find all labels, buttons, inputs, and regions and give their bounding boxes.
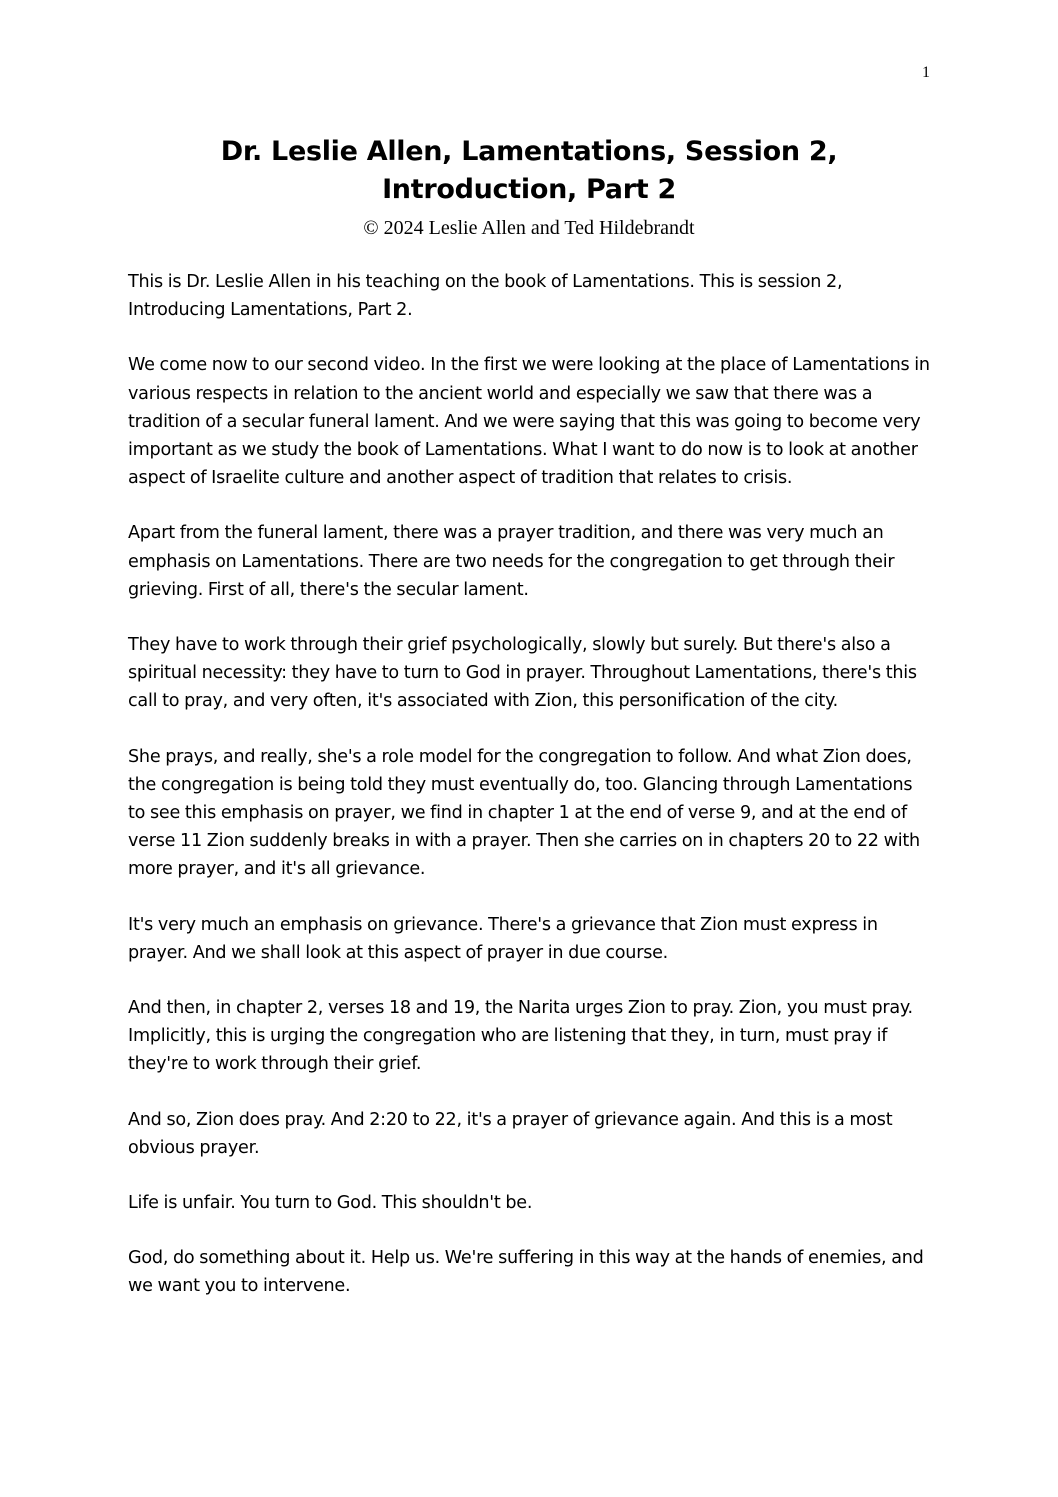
title-line-1: Dr. Leslie Allen, Lamentations, Session 2, (220, 136, 838, 167)
paragraph: This is Dr. Leslie Allen in his teaching on the book of Lamentations. This is session 2, Introducing Lamentations, Part 2. (128, 272, 843, 321)
copyright-line: © 2024 Leslie Allen and Ted Hildebrandt (363, 217, 695, 239)
paragraph: God, do something about it. Help us. We're suffering in this way at the hands of enemies, and we want you to intervene. (128, 1248, 924, 1297)
paragraph: They have to work through their grief psychologically, slowly but surely. But there's also a spiritual necessity: they have to turn to God in prayer. Throughout Lamentations, there's this call to pray, and very often, it's associated with Zion, this personification of the city. (128, 635, 917, 712)
page-number: 1 (922, 64, 930, 81)
document-body (128, 268, 934, 1328)
paragraph: She prays, and really, she's a role model for the congregation to follow. And what Zion does, the congregation is being told they must eventually do, too. Glancing through Lamentations to see this emphasis on prayer, we find in chapter 1 at the end of verse 9, and at the end of verse 11 Zion suddenly breaks in with a prayer. Then she carries on in chapters 20 to 22 with more prayer, and it's all grievance. (128, 746, 920, 880)
paragraph: We come now to our second video. In the first we were looking at the place of Lamentations in various respects in relation to the ancient world and especially we saw that there was a tradition of a secular funeral lament. And we were saying that this was going to become very important as we study the book of Lamentations. What I want to do now is to look at another aspect of Israelite culture and another aspect of tradition that relates to crisis. (128, 355, 930, 489)
paragraph: And so, Zion does pray. And 2:20 to 22, it's a prayer of grievance again. And this is a most obvious prayer. (128, 1109, 893, 1158)
document-title (128, 133, 930, 209)
paragraph: It's very much an emphasis on grievance. There's a grievance that Zion must express in prayer. And we shall look at this aspect of prayer in due course. (128, 914, 878, 963)
paragraph: Life is unfair. You turn to God. This shouldn't be. (128, 1193, 533, 1214)
title-line-2: Introduction, Part 2 (382, 174, 676, 205)
paragraph: And then, in chapter 2, verses 18 and 19, the Narita urges Zion to pray. Zion, you must pray. Implicitly, this is urging the congregation who are listening that they, in turn, must pray if they're to work through their grief. (128, 998, 913, 1075)
paragraph: Apart from the funeral lament, there was a prayer tradition, and there was very much an emphasis on Lamentations. There are two needs for the congregation to get through their grieving. First of all, there's the secular lament. (128, 523, 895, 600)
